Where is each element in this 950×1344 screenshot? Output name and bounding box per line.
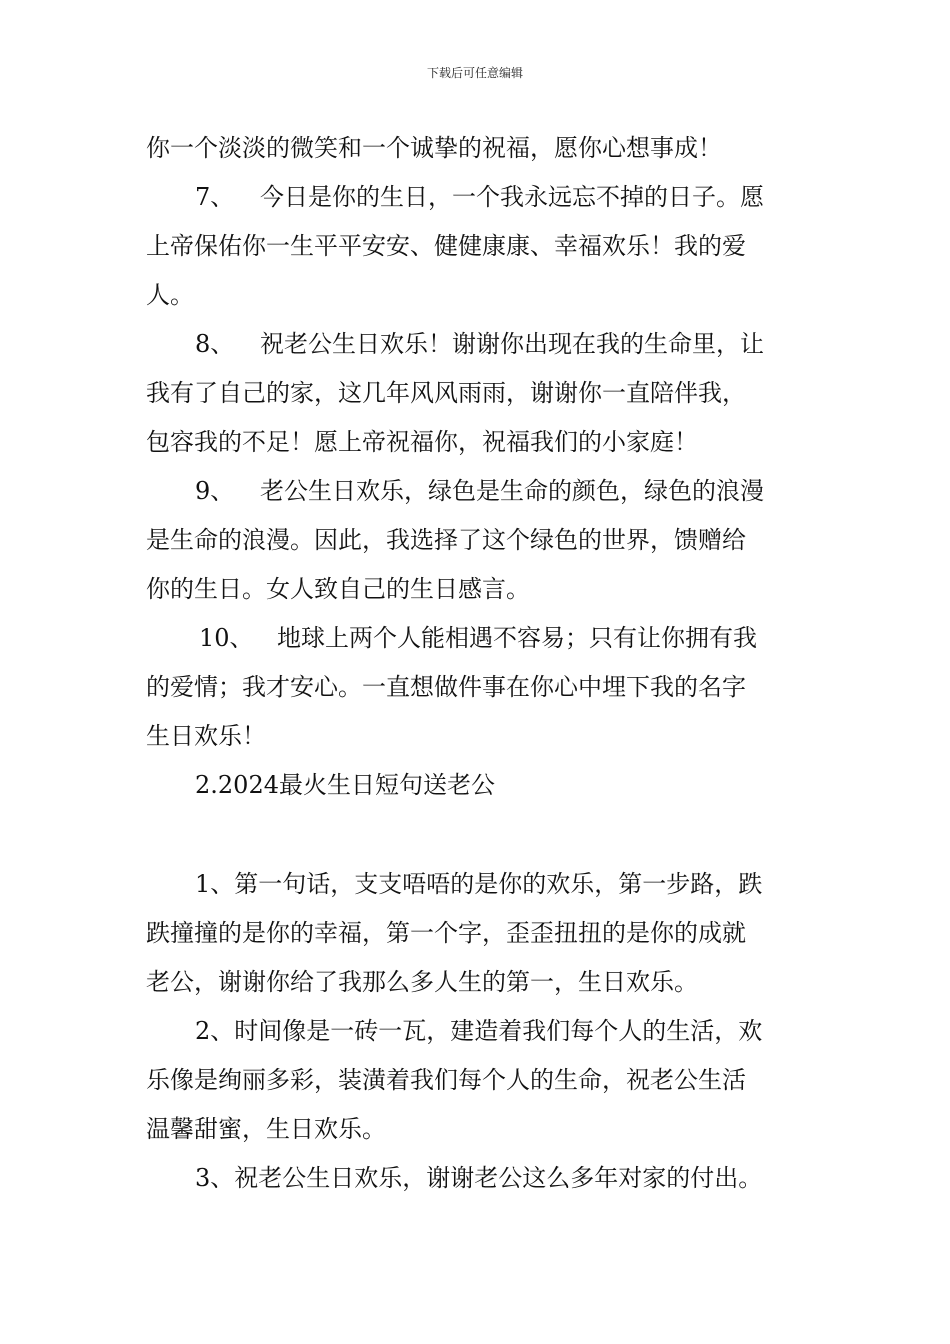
text-line: 生日欢乐！ [146, 722, 266, 750]
document-body [146, 128, 806, 1207]
text-line: 3、祝老公生日欢乐，谢谢老公这么多年对家的付出。 [195, 1164, 763, 1192]
text-line: 你的生日。女人致自己的生日感言。 [146, 575, 530, 603]
list-item-7 [146, 177, 806, 226]
text-line: 老公，谢谢你给了我那么多人生的第一，生日欢乐。 [146, 968, 698, 996]
text-line: 跌撞撞的是你的幸福，第一个字，歪歪扭扭的是你的成就 [146, 919, 746, 947]
item-number: 8、 [195, 330, 235, 358]
list-item-8 [146, 324, 806, 373]
text-line: 是生命的浪漫。因此，我选择了这个绿色的世界，馈赠给 [146, 526, 746, 554]
text-line: 包容我的不足！愿上帝祝福你，祝福我们的小家庭！ [146, 428, 698, 456]
text-line: 你一个淡淡的微笑和一个诚挚的祝福，愿你心想事成！ [146, 134, 722, 162]
item-number: 9、 [195, 477, 235, 505]
section-heading: 2.2024最火生日短句送老公 [195, 771, 495, 799]
text-line: 人。 [146, 281, 194, 309]
text-line: 的爱情；我才安心。一直想做件事在你心中埋下我的名字 [146, 673, 746, 701]
text-line: 上帝保佑你一生平平安安、健健康康、幸福欢乐！我的爱 [146, 232, 746, 260]
text-line: 乐像是绚丽多彩，装潢着我们每个人的生命，祝老公生活 [146, 1066, 746, 1094]
page-header: 下载后可任意编辑 [426, 66, 523, 80]
text-line: 我有了自己的家，这几年风风雨雨，谢谢你一直陪伴我， [146, 379, 746, 407]
text-line: 1、第一句话，支支唔唔的是你的欢乐，第一步路，跌 [195, 870, 763, 898]
text-line: 今日是你的生日，一个我永远忘不掉的日子。愿 [260, 183, 764, 211]
text-line: 祝老公生日欢乐！谢谢你出现在我的生命里，让 [260, 330, 764, 358]
list-item-9 [146, 471, 806, 520]
text-line: 地球上两个人能相遇不容易；只有让你拥有我 [277, 624, 757, 652]
text-line: 2、时间像是一砖一瓦，建造着我们每个人的生活，欢 [195, 1017, 763, 1045]
text-line: 老公生日欢乐，绿色是生命的颜色，绿色的浪漫 [260, 477, 764, 505]
spacer [146, 814, 806, 864]
list-item-10 [146, 618, 806, 667]
text-line: 温馨甜蜜，生日欢乐。 [146, 1115, 386, 1143]
item-number: 7、 [195, 183, 235, 211]
item-number: 10、 [199, 624, 254, 652]
